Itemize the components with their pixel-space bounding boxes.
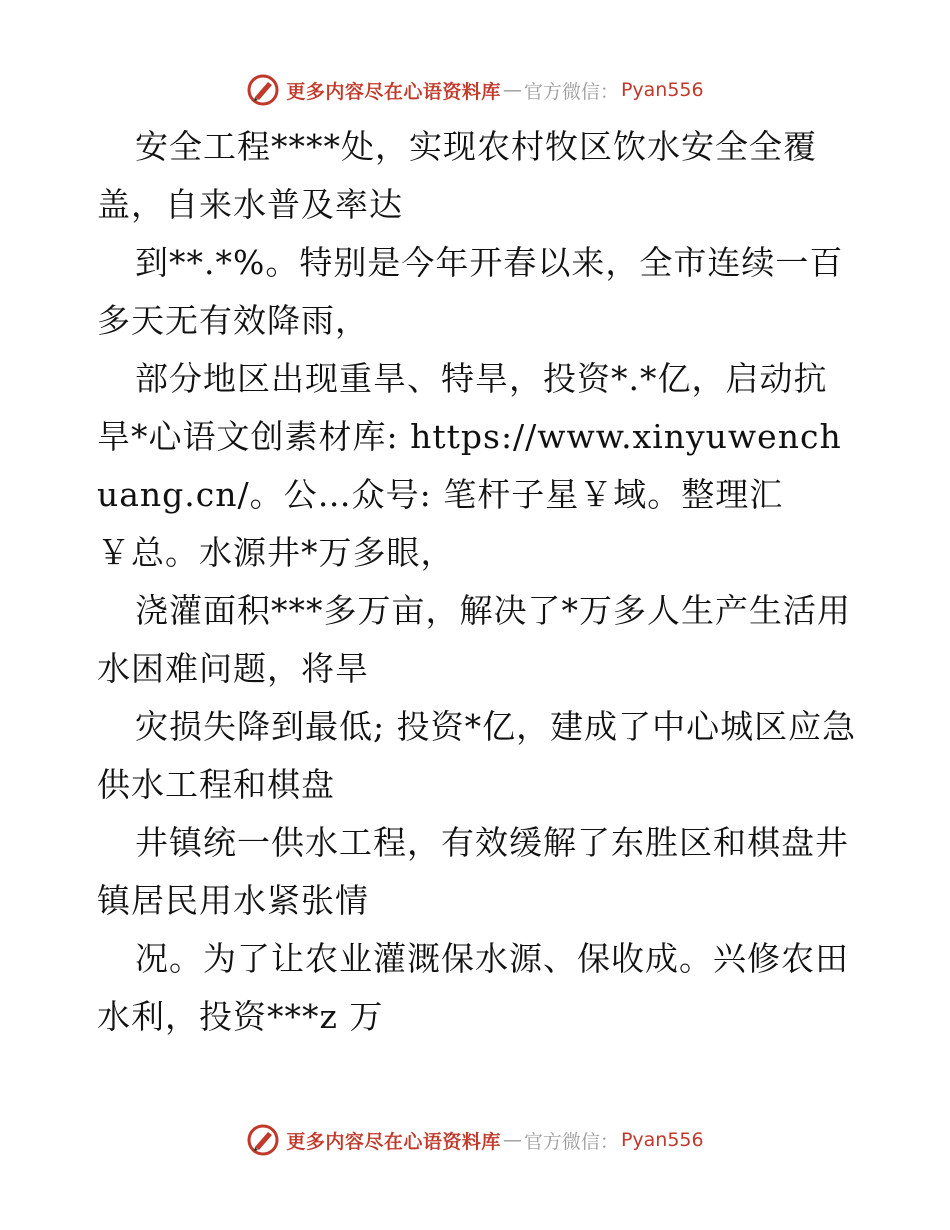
paragraph: 到**.*%。特别是今年开春以来，全市连续一百多天无有效降雨， — [97, 243, 844, 340]
header-dash: — — [502, 79, 522, 101]
header-brand-text: 更多内容尽在心语资料库 — [286, 80, 501, 103]
footer-brand-text: 更多内容尽在心语资料库 — [286, 1130, 501, 1153]
header-banner — [0, 70, 950, 110]
pen-logo-icon — [246, 1123, 280, 1157]
document-body — [97, 118, 857, 1046]
header-wechat-label: 官方微信： — [523, 80, 619, 103]
footer-dash: — — [502, 1129, 522, 1151]
paragraph: 况。为了让农业灌溉保水源、保收成。兴修农田水利，投资***z 万 — [97, 939, 849, 1036]
paragraph: 灾损失降到最低; 投资*亿，建成了中心城区应急供水工程和棋盘 — [97, 707, 857, 804]
paragraph: 浇灌面积***多万亩，解决了*万多人生产生活用水困难问题，将旱 — [97, 591, 851, 688]
header-wechat-account: Pyan556 — [620, 79, 704, 101]
footer-banner — [0, 1120, 950, 1160]
paragraph: 井镇统一供水工程，有效缓解了东胜区和棋盘井镇居民用水紧张情 — [97, 823, 849, 920]
footer-wechat-account: Pyan556 — [620, 1129, 704, 1151]
pen-logo-icon — [246, 73, 280, 107]
footer-wechat-label: 官方微信： — [523, 1130, 619, 1153]
paragraph: 部分地区出现重旱、特旱，投资*.*亿，启动抗旱*心语文创素材库: https://www.xinyuwenchuang.cn/。公…众号: 笔杆子星￥域。整理汇￥总。水源井*万多眼， — [97, 359, 842, 572]
paragraph: 安全工程****处，实现农村牧区饮水安全全覆盖，自来水普及率达 — [97, 127, 817, 224]
